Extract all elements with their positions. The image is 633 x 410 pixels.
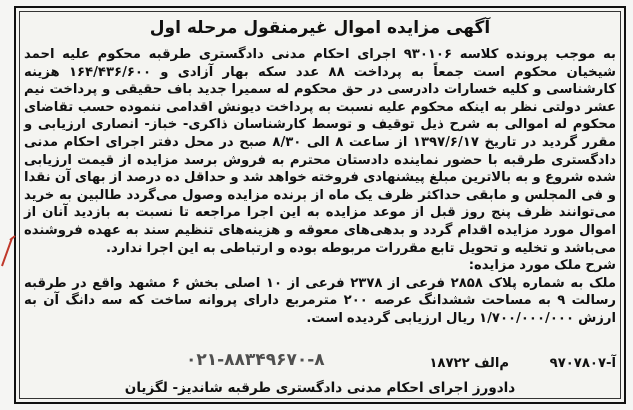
notice-reference-line	[24, 356, 616, 371]
notice-reference-code: آ-۹۷۰۷۸۰۷	[549, 356, 616, 371]
notice-paragraph-property-heading: شرح ملک مورد مزایده:	[468, 258, 616, 274]
pen-mark-icon	[0, 232, 18, 272]
notice-body	[24, 46, 616, 328]
notice-title: آگهی مزایده اموال غیرمنقول مرحله اول	[149, 18, 491, 38]
notice-signature: دادورز اجرای احکام مدنی دادگستری طرقبه شاندیز- لگزیان	[124, 380, 516, 396]
phone-number-watermark: ۰۲۱-۸۸۳۴۹۶۷۰-۸	[186, 350, 325, 370]
notice-paragraph-property-description: ملک به شماره پلاک ۲۸۵۸ فرعی از ۲۳۷۸ فرعی از ۱۰ اصلی بخش ۶ مشهد واقع در طرقبه رسالت ۹ به مساحت ششدانگ عرصه ۲۰۰ مترمربع دارای پروانه ساخت که سه دانگ آن به ارزش ۱/۷۰۰/۰۰۰/۰۰۰ ریال ارزیابی گردیده است.	[24, 275, 617, 326]
notice-reference-number: م‌الف ۱۸۷۲۲	[429, 356, 510, 371]
notice-paragraph-main: به موجب پرونده کلاسه ۹۳۰۱۰۶ اجرای احکام مدنی دادگستری طرقبه محکوم علیه احمد شیخیان محکوم است جمعاً به پرداخت ۸۸ عدد سکه بهار آزادی و ۱۶۴/۴۳۶/۶۰۰ هزینه کارشناسی و کلیه خسارات دادرسی در حق محکوم له سمیرا جدید باف حقیقی و پرداخت نیم عشر دولتی نظر به اینکه محکوم علیه نسبت به پرداخت دیونش اقدامی ننموده حسب تقاضای محکوم له اموالی به شرح ذیل توقیف و توسط کارشناسان ذاکری- خباز- انصاری ارزیابی و مقرر گردید در تاریخ ۱۳۹۷/۶/۱۷ از ساعت ۸ الی ۸/۳۰ صبح در محل دفتر اجرای احکام مدنی دادگستری طرقبه با حضور نماینده دادستان محترم به فروش برسد مزایده از قیمت ارزیابی شده شروع و به بالاترین مبلغ پیشنهادی فروخته خواهد شد و حداقل ده درصد از بهای آن نقدا و فی المجلس و مابقی حداکثر ظرف یک ماه از برنده مزایده وصول می‌گردد طالبین به خرید می‌توانند ظرف پنج روز قبل از موعد مزایده به این اجرا مراجعه تا نسبت به بازدید آنان از اموال مورد مزایده اقدام گردد و بدهی‌های معوقه و هزینه‌های تنظیم سند به عهده فروشنده می‌باشد و تخلیه و تحویل تابع مقررات مربوطه بوده و ارتباطی به این اجرا ندارد.	[24, 47, 617, 256]
notice-frame	[14, 6, 626, 404]
